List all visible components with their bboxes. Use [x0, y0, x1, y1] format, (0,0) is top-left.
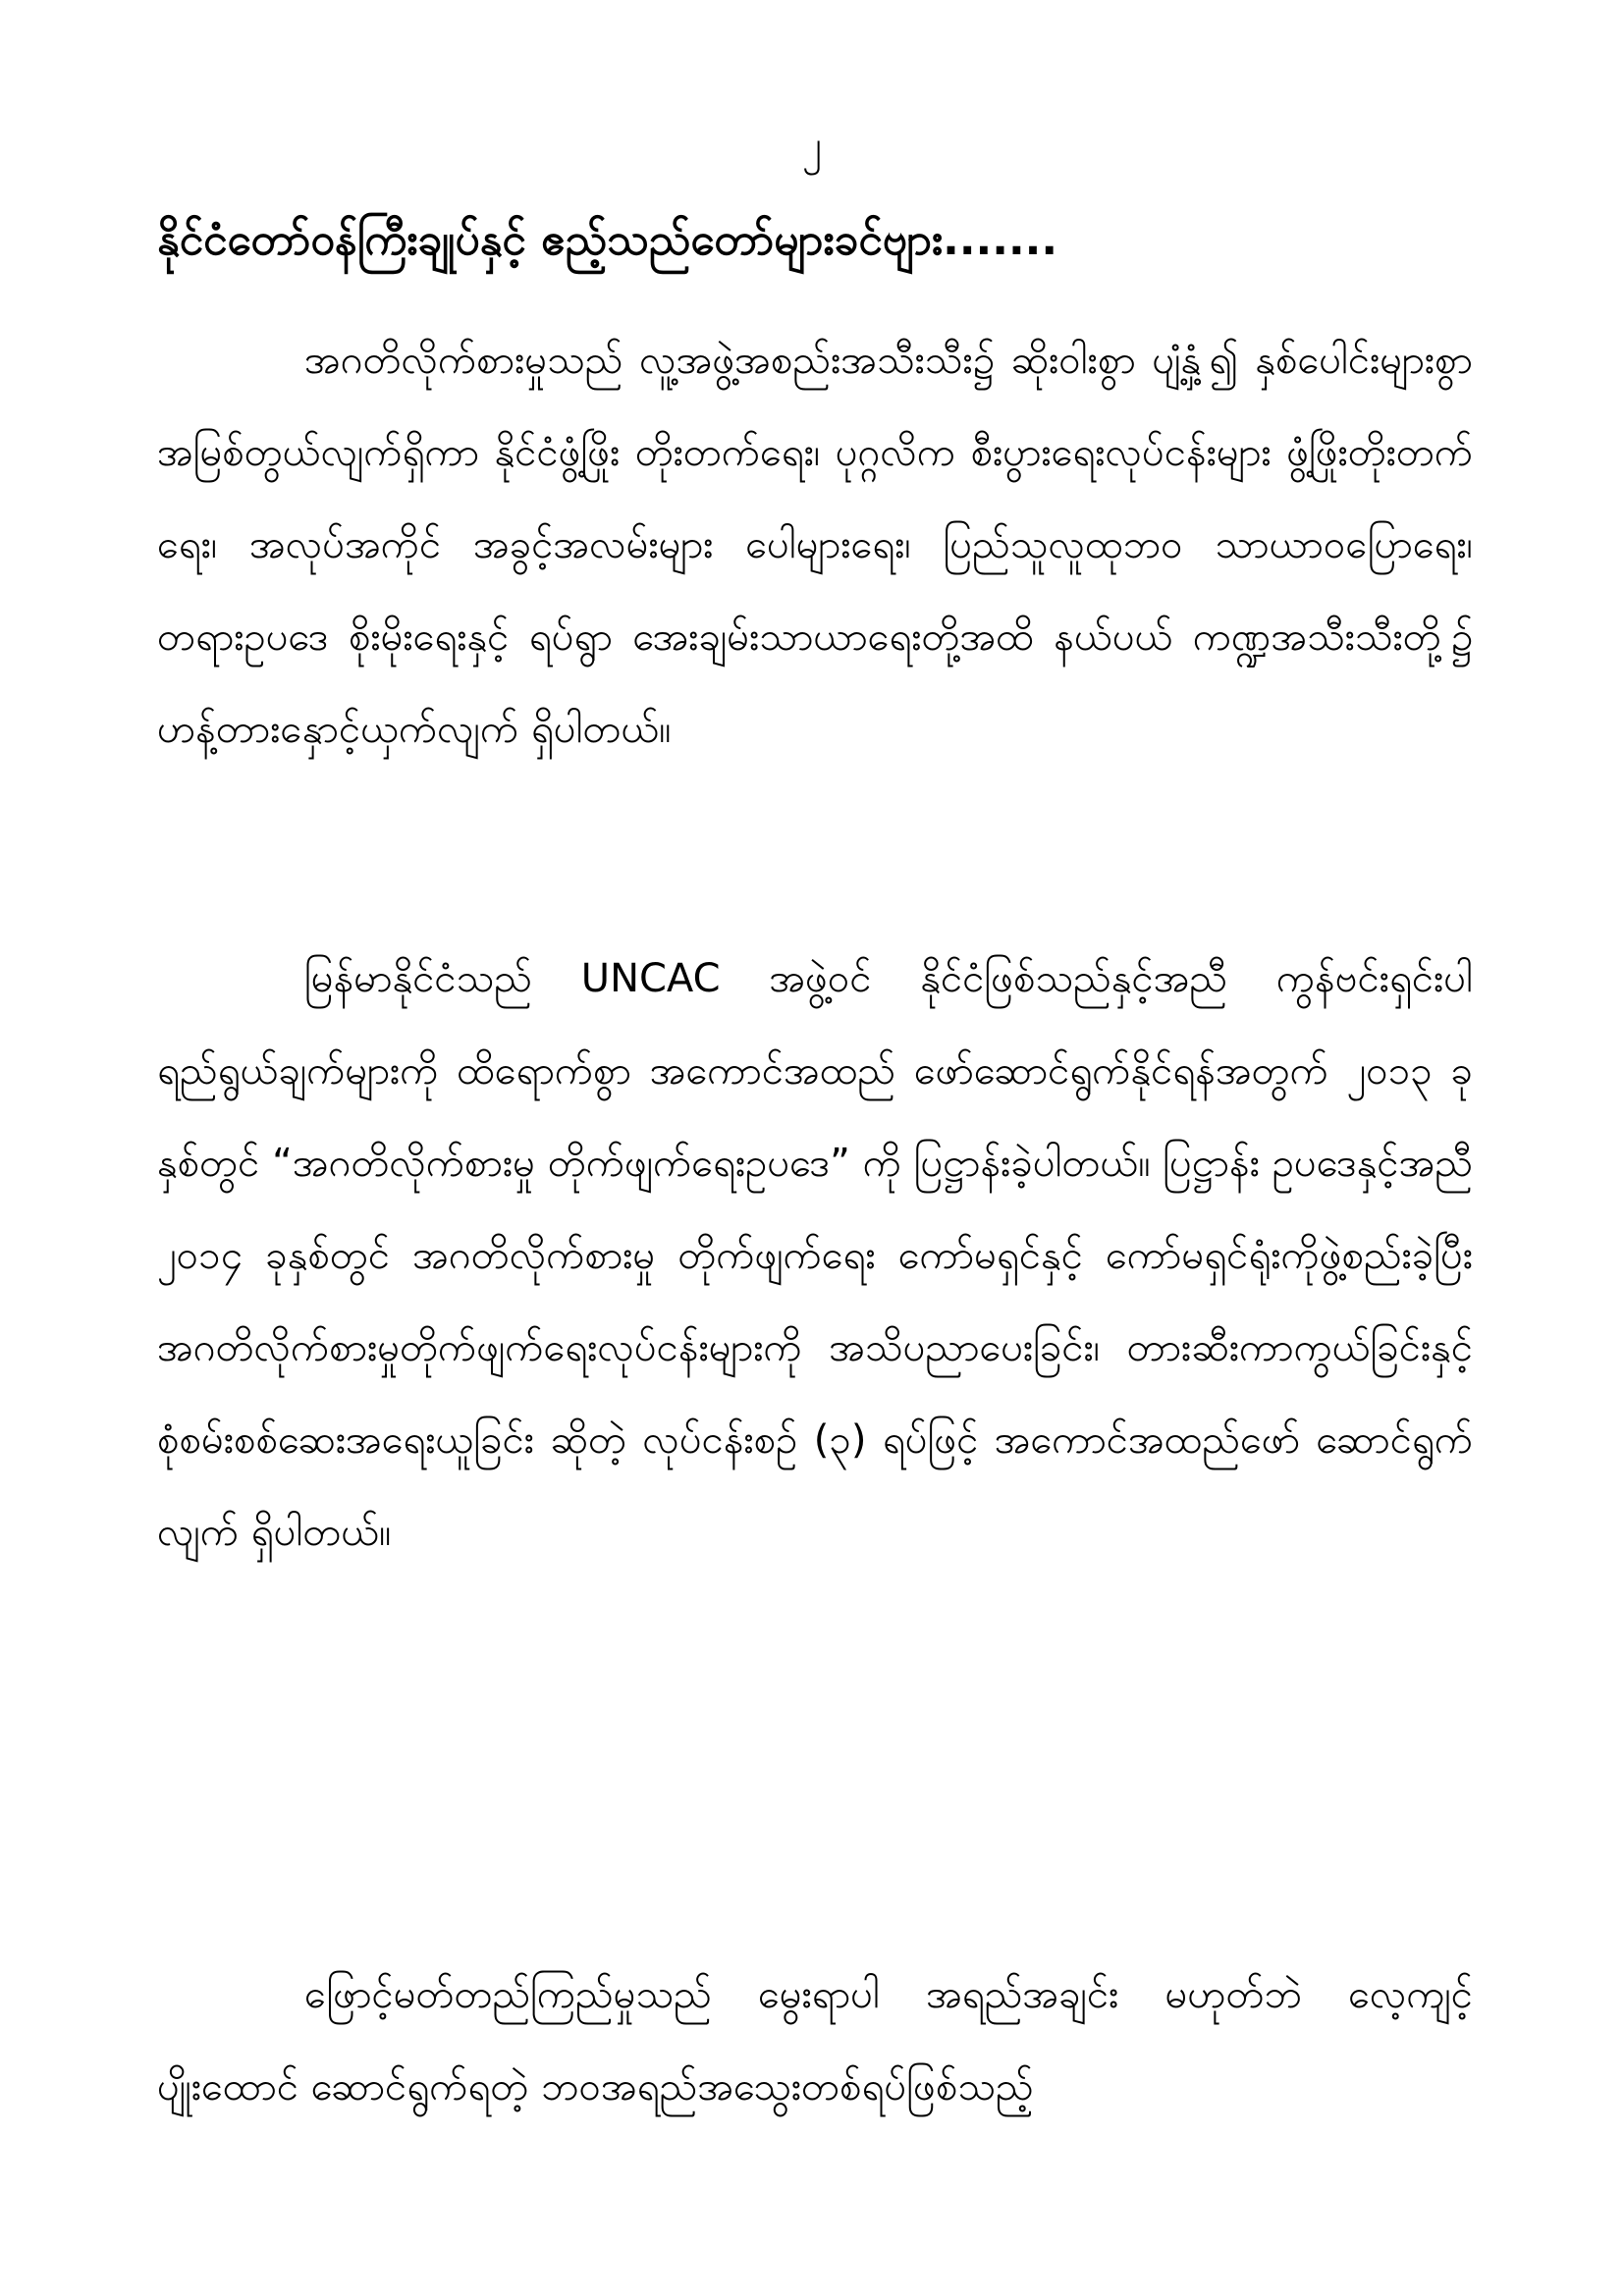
paragraph: အဂတိလိုက်စားမှုသည် လူ့အဖွဲ့အစည်းအသီးသီး၌ ဆိုးဝါးစွာ ပျံ့နှံ့၍ နှစ်ပေါင်းများစွာ အမြစ်တွယ်လျက်ရှိကာ နိုင်ငံဖွံ့ဖြိုး တိုးတက်ရေး၊ ပုဂ္ဂလိက စီးပွားရေးလုပ်ငန်းများ ဖွံ့ဖြိုးတိုးတက်ရေး၊ အလုပ်အကိုင် အခွင့်အလမ်းများ ပေါများရေး၊ ပြည်သူလူထုဘဝ သာယာဝပြောရေး၊ တရားဥပဒေ စိုးမိုးရေးနှင့် ရပ်ရွာ အေးချမ်းသာယာရေးတို့အထိ နယ်ပယ် ကဏ္ဍအသီးသီးတို့၌ ဟန့်တားနှောင့်ယှက်လျက် ရှိပါတယ်။ [157, 338, 1473, 752]
salutation-heading: နိုင်ငံတော်ဝန်ကြီးချုပ်နှင့် ဧည့်သည်တော်များခင်ဗျား....... [157, 215, 1058, 265]
page-number: ၂ [802, 123, 822, 168]
paragraph: မြန်မာနိုင်ငံသည် UNCAC အဖွဲ့ဝင် နိုင်ငံဖြစ်သည်နှင့်အညီ ကွန်ဗင်းရှင်းပါ ရည်ရွယ်ချက်များကို ထိရောက်စွာ အကောင်အထည် ဖော်ဆောင်ရွက်နိုင်ရန်အတွက် ၂၀၁၃ ခုနှစ်တွင် “အဂတိလိုက်စားမှု တိုက်ဖျက်ရေးဥပဒေ” ကို ပြဋ္ဌာန်းခဲ့ပါတယ်။ ပြဋ္ဌာန်း ဥပဒေနှင့်အညီ ၂၀၁၄ ခုနှစ်တွင် အဂတိလိုက်စားမှု တိုက်ဖျက်ရေး ကော်မရှင်နှင့် ကော်မရှင်ရုံးကိုဖွဲ့စည်းခဲ့ပြီး အဂတိလိုက်စားမှုတိုက်ဖျက်ရေးလုပ်ငန်းများကို အသိပညာပေးခြင်း၊ တားဆီးကာကွယ်ခြင်းနှင့် စုံစမ်းစစ်ဆေးအရေးယူခြင်း ဆိုတဲ့ လုပ်ငန်းစဉ် (၃) ရပ်ဖြင့် အကောင်အထည်ဖော် ဆောင်ရွက်လျက် ရှိပါတယ်။ [157, 956, 1473, 1555]
paragraph: ဖြောင့်မတ်တည်ကြည်မှုသည် မွေးရာပါ အရည်အချင်း မဟုတ်ဘဲ လေ့ကျင့်ပျိုးထောင် ဆောင်ရွက်ရတဲ့ ဘဝအရည်အသွေးတစ်ရပ်ဖြစ်သည့် [157, 1972, 1473, 2109]
body-text-block [157, 314, 1473, 775]
body-text-block [157, 933, 1473, 1578]
body-text-block [157, 1949, 1473, 2133]
